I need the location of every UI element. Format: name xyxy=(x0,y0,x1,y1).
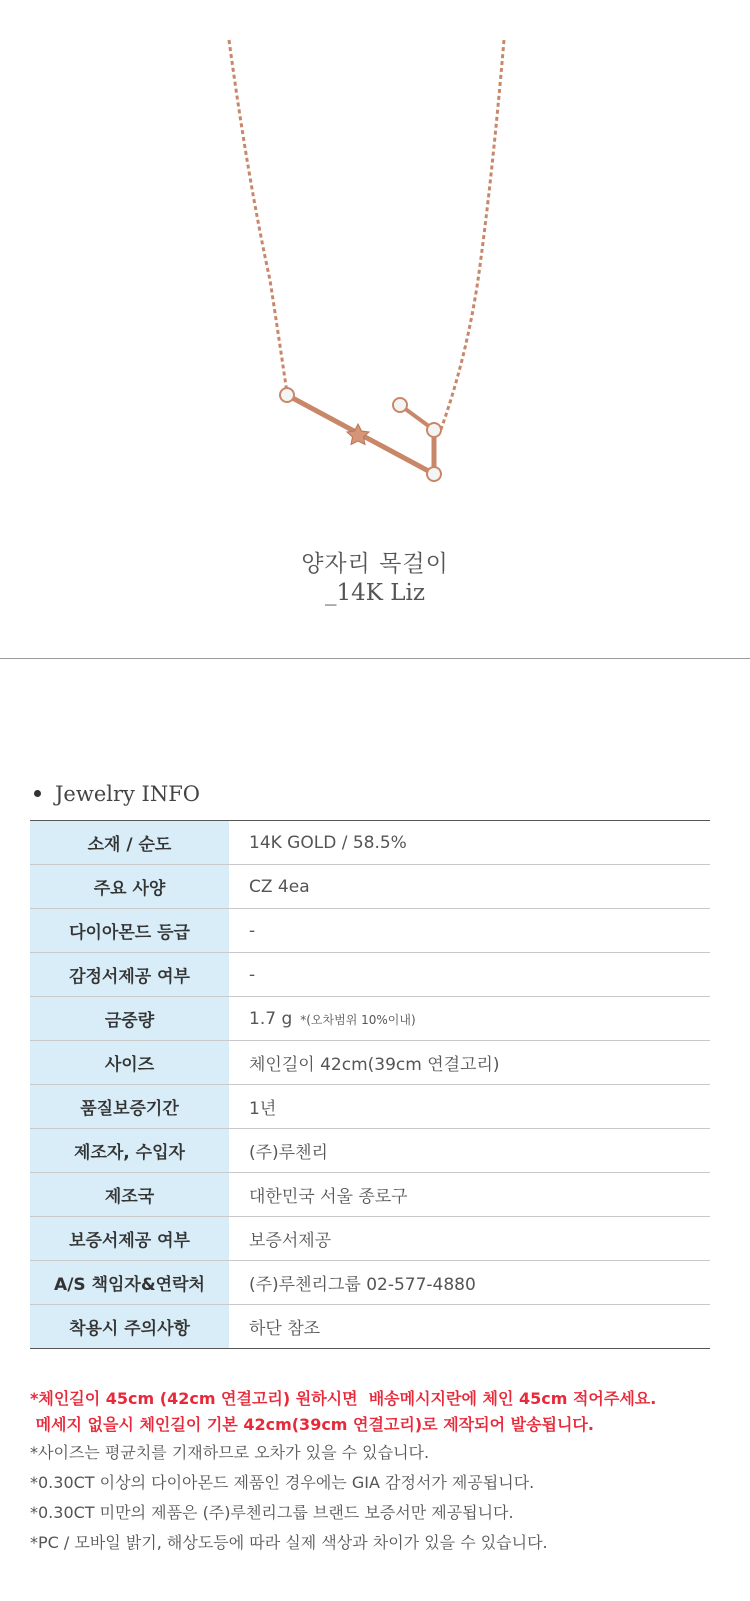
spec-value: 1년 xyxy=(229,1085,710,1129)
spec-value: 대한민국 서울 종로구 xyxy=(229,1173,710,1217)
spec-label: 다이아몬드 등급 xyxy=(30,909,229,953)
spec-value: 14K GOLD / 58.5% xyxy=(229,821,710,865)
spec-label: 주요 사양 xyxy=(30,865,229,909)
spec-label: 제조자, 수입자 xyxy=(30,1129,229,1173)
table-row xyxy=(30,1129,710,1173)
table-row xyxy=(30,1305,710,1349)
notice-line: *0.30CT 이상의 다이아몬드 제품인 경우에는 GIA 감정서가 제공됩니다. xyxy=(30,1473,535,1492)
table-row xyxy=(30,997,710,1041)
spec-value: 하단 참조 xyxy=(249,1319,321,1339)
spec-label: 제조국 xyxy=(30,1173,229,1217)
table-row xyxy=(30,953,710,997)
notice-section xyxy=(30,1386,730,1558)
spec-label: 품질보증기간 xyxy=(30,1085,229,1129)
chain-right xyxy=(440,40,504,432)
chain-left xyxy=(229,40,287,393)
spec-label: 사이즈 xyxy=(30,1041,229,1085)
table-row xyxy=(30,1261,710,1305)
spec-value: - xyxy=(229,909,710,953)
spec-value-weight xyxy=(229,997,710,1041)
spec-value: (주)루첸리 xyxy=(229,1129,710,1173)
spec-label: 감정서제공 여부 xyxy=(30,953,229,997)
necklace-image xyxy=(0,0,750,520)
spec-label: 보증서제공 여부 xyxy=(30,1217,229,1261)
spec-value: 체인길이 42cm(39cm 연결고리) xyxy=(229,1041,710,1085)
bullet-icon xyxy=(34,790,41,797)
spec-label: 금중량 xyxy=(30,997,229,1041)
product-title: 양자리 목걸이 xyxy=(301,551,449,577)
spec-label: 착용시 주의사항 xyxy=(30,1305,229,1349)
spec-note: *(오차범위 10%이내) xyxy=(300,1012,416,1027)
spec-label: 소재 / 순도 xyxy=(30,821,229,865)
spec-label: A/S 책임자&연락처 xyxy=(30,1261,229,1305)
section-divider xyxy=(0,658,750,659)
table-row xyxy=(30,865,710,909)
spec-value: 보증서제공 xyxy=(229,1217,710,1261)
notice-line: *사이즈는 평균치를 기재하므로 오차가 있을 수 있습니다. xyxy=(30,1443,430,1462)
spec-table xyxy=(30,820,710,1349)
spec-value: CZ 4ea xyxy=(229,865,710,909)
spec-value: (주)루첸리그룹 02-577-4880 xyxy=(229,1261,710,1305)
notice-line: *0.30CT 미만의 제품은 (주)루첸리그룹 브랜드 보증서만 제공됩니다. xyxy=(30,1503,514,1522)
notice-red-line: *체인길이 45cm (42cm 연결고리) 원하시면 배송메시지란에 체인 45cm 적어주세요. xyxy=(30,1389,657,1408)
spec-value: 1.7 g xyxy=(249,1008,293,1029)
product-subtitle: _14K Liz xyxy=(324,580,425,606)
table-row xyxy=(30,909,710,953)
table-row xyxy=(30,1217,710,1261)
table-row xyxy=(30,1173,710,1217)
section-heading xyxy=(30,782,200,806)
table-row xyxy=(30,1085,710,1129)
notice-red-line: 메세지 없을시 체인길이 기본 42cm(39cm 연결고리)로 제작되어 발송됩니다. xyxy=(30,1415,594,1434)
spec-value: - xyxy=(229,953,710,997)
table-row xyxy=(30,821,710,865)
section-heading-text: Jewelry INFO xyxy=(55,782,201,806)
table-row xyxy=(30,1041,710,1085)
notice-line: *PC / 모바일 밝기, 해상도등에 따라 실제 색상과 차이가 있을 수 있습니다. xyxy=(30,1533,548,1552)
